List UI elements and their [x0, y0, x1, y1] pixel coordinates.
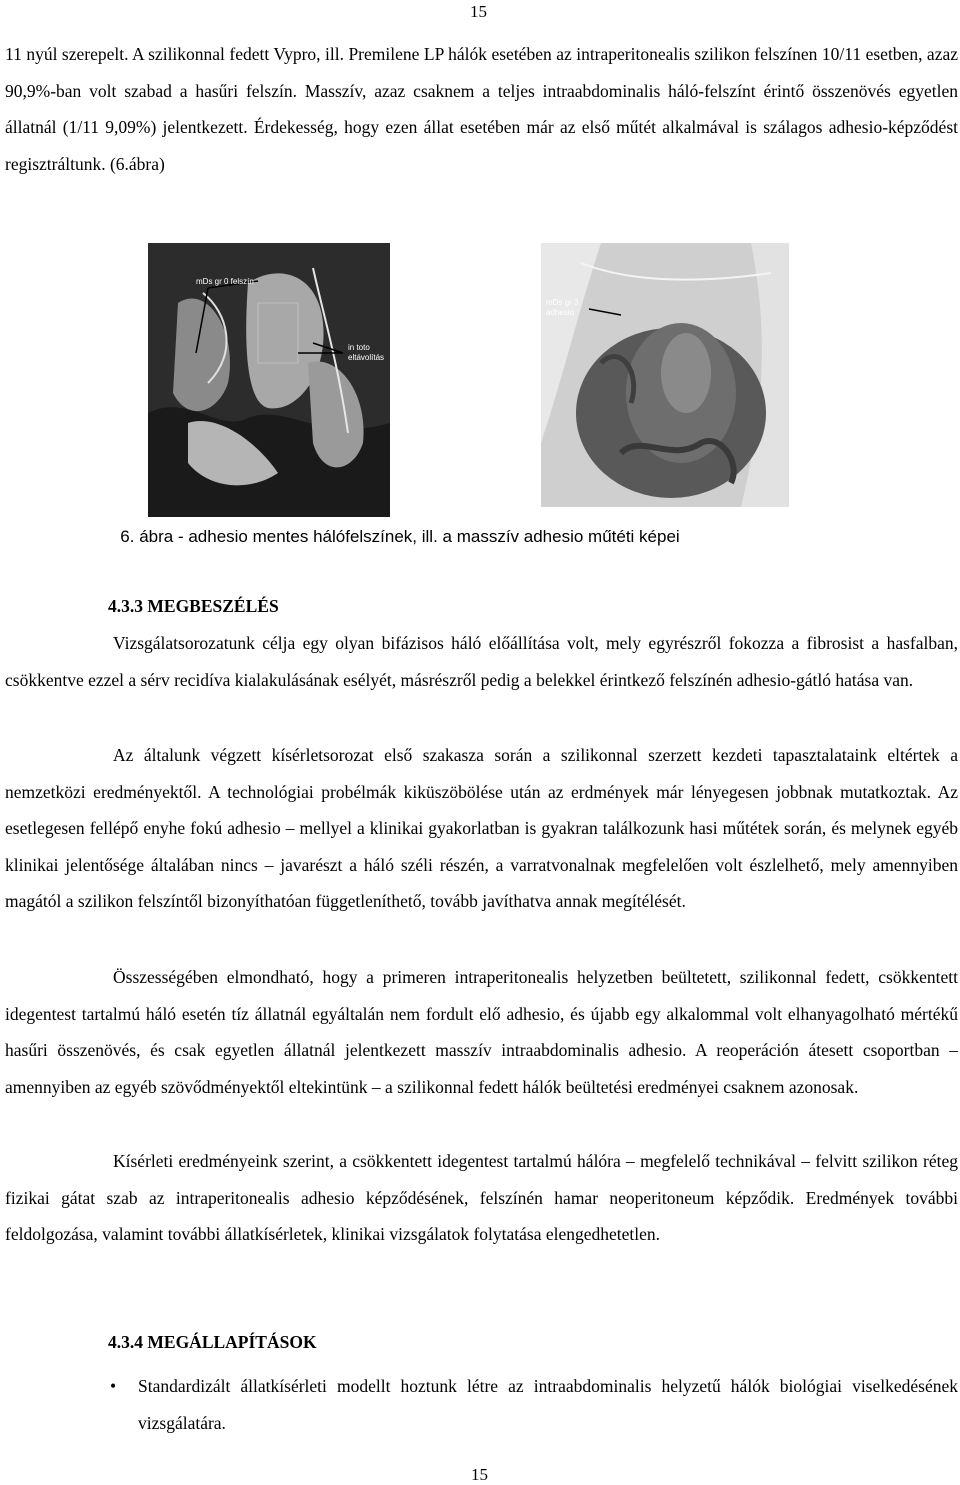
figure-caption: 6. ábra - adhesio mentes hálófelszínek, ill. a masszív adhesio műtéti képei [120, 527, 680, 546]
discussion-paragraph-3: Összességében elmondható, hogy a primeren intraperitonealis helyzetben beültetett, szilikonnal fedett, csökkentett idegentest tartalmú háló esetén tíz állatnál egyáltalán nem fordult elő adhesio, és újabb egy alkalommal volt elhanyagolható mértékű hasűri összenövés, és csak egyetlen állatnál jelentkezett masszív intraabdominalis adhesio. A reoperáción átesett csoportban – amennyiben az egyéb szövődményektől eltekintünk – a szilikonnal fedett hálók beültetési eredményei csaknem azonosak. [5, 967, 958, 1097]
discussion-paragraph-2 [5, 737, 958, 920]
figure-right-photo [541, 243, 789, 507]
figure-right-label-adhesio: adhesio [546, 308, 575, 317]
figure-left-photo [148, 243, 390, 517]
intro-text-a: 11 nyúl szerepelt. A szilikonnal fedett Vypro, ill. Premilene LP hálók esetében az intraperitonealis szilikon felszínen 10/11 esetben, azaz 90,9%-ban volt szabad a hasűri felszín. [5, 44, 958, 101]
discussion-paragraph-4: Kísérleti eredményeink szerint, a csökkentett idegentest tartalmú hálóra – megfelelő technikával – felvitt szilikon réteg fizikai gátat szab az intraperitonealis adhesio képződésének, felszínén hamar neoperitoneum képződik. Eredmények további feldolgozása, valamint további állatkísérletek, klinikai vizsgálatok folytatása elengedhetetlen. [5, 1151, 958, 1244]
figure-left-label-removal: eltávolítás [348, 353, 385, 362]
intro-paragraph [5, 36, 958, 182]
figure-right-label-grade: mDs gr 3 [546, 298, 579, 307]
section-heading-conclusions: 4.3.4 MEGÁLLAPÍTÁSOK [108, 1332, 317, 1352]
figure-left-label-surface: mDs gr 0 felszín [196, 277, 254, 286]
intro-text-b: Masszív, azaz csaknem a teljes intraabdominalis háló-felszínt érintő összenövés egyetlen állatnál (1/11 9,09%) jelentkezett. Érdekesség, hogy ezen állat esetében már az első műtét alkalmával is szálagos adhesio-képződést regisztráltunk. (6.ábra) [5, 80, 958, 174]
surgical-photo-right [541, 243, 789, 507]
discussion-paragraph-1: Vizsgálatsorozatunk célja egy olyan bifázisos háló előállítása volt, mely egyrészről fokozza a fibrosist a hasfalban, csökkentve ezzel a sérv recidíva kialakulásának esélyét, másrészről pedig a belekkel érintkező felszínén adhesio-gátló hatása van. [5, 633, 958, 690]
conclusion-list-item-text: Standardizált állatkísérleti modellt hoztunk létre az intraabdominalis helyzetű hálók biológiai viselkedésének vizsgálatára. [138, 1376, 958, 1433]
page-number-bottom: 15 [471, 1465, 488, 1484]
page-number-top: 15 [470, 2, 487, 21]
discussion-paragraph-2-text-b: Az esetlegesen fellépő enyhe fokú adhesio – mellyel a klinikai gyakorlatban is gyakran találkozunk hasi műtétek során, és melynek egyéb klinikai jelentősége általában nincs – javarészt a háló széli részén, a varratvonalnak megfelelően volt észlelhető, mely amennyiben magától a szilikon felszíntől bizonyíthatóan függetleníthető, tovább javíthatva annak megítélését. [5, 781, 958, 911]
section-heading-discussion: 4.3.3 MEGBESZÉLÉS [108, 596, 279, 616]
bullet-icon: • [110, 1376, 117, 1396]
discussion-paragraph-2-text-a: Az általunk végzett kísérletsorozat első szakasza során a szilikonnal szerzett kezdeti tapasztalataink eltértek a nemzetközi eredményektől. A technológiai probélmák kiküszöbölése után az erdmények már lényegesen jobbnak mutatkoztak. [5, 745, 958, 802]
figure-left-label-intoto: in toto [348, 343, 370, 352]
conclusion-list-item [110, 1368, 958, 1441]
surgical-photo-left [148, 243, 390, 517]
